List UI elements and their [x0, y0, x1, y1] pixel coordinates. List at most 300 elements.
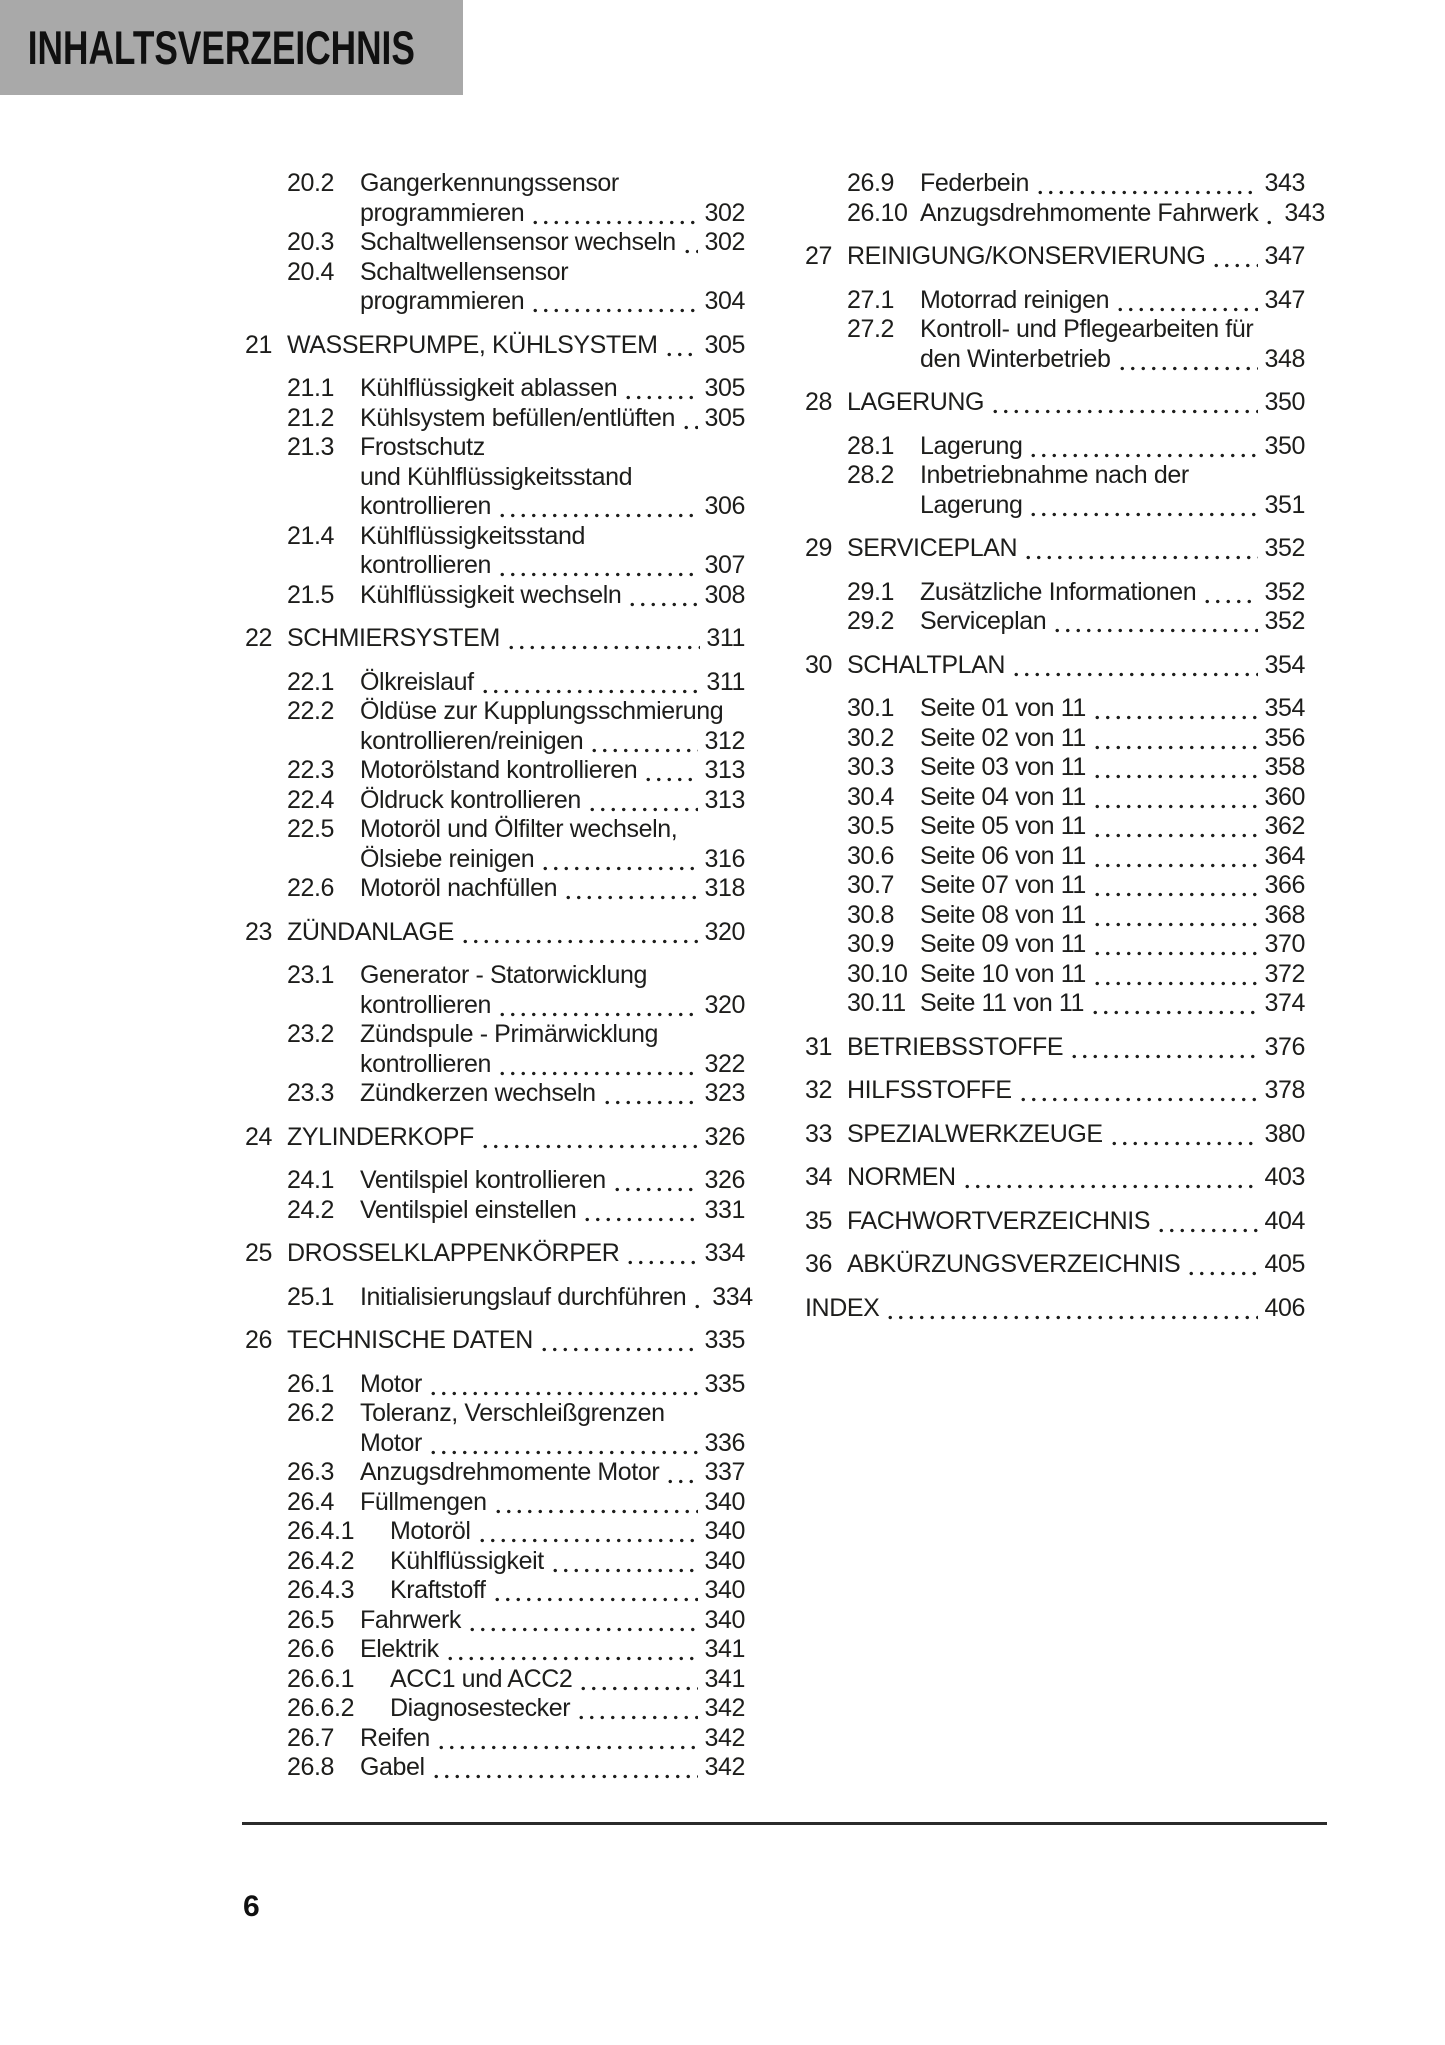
toc-entry-body	[360, 961, 745, 1020]
toc-entry-line	[920, 930, 1305, 960]
toc-entry-line	[360, 1606, 745, 1636]
dot-leader	[681, 425, 698, 430]
toc-chapter-entry	[805, 534, 1305, 564]
dot-leader	[625, 1260, 698, 1265]
toc-entry-title: SERVICEPLAN	[847, 534, 1018, 562]
dot-leader	[550, 1568, 699, 1573]
toc-entry-page-number: 360	[1264, 782, 1305, 811]
dot-leader	[1069, 1054, 1258, 1059]
toc-entry-body	[847, 1250, 1305, 1280]
toc-entry-body	[360, 522, 745, 581]
dot-leader	[602, 1100, 699, 1105]
toc-entry-title: ZÜNDANLAGE	[287, 917, 454, 946]
toc-entry-body	[847, 534, 1305, 564]
dot-leader	[1090, 1010, 1258, 1015]
toc-entry-title: FACHWORTVERZEICHNIS	[847, 1206, 1151, 1235]
toc-entry-body	[360, 1166, 745, 1196]
toc-entry-number: 30.2	[847, 723, 895, 752]
toc-entry-line	[920, 432, 1305, 462]
toc-entry-title: Zündspule - Primärwicklung	[360, 1020, 659, 1048]
toc-entry-body	[390, 1517, 745, 1547]
toc-entry-page-number: 354	[1264, 650, 1305, 679]
toc-entry-line	[920, 198, 1325, 229]
toc-entry-body	[847, 1207, 1305, 1237]
toc-entry-body	[847, 1033, 1305, 1063]
toc-entry-line	[360, 1282, 753, 1313]
toc-entry-line	[360, 1370, 745, 1400]
toc-entry-body	[360, 697, 745, 756]
toc-entry-body	[360, 1020, 745, 1079]
toc-entry-line	[287, 624, 745, 654]
toc-entry	[245, 1665, 745, 1695]
toc-entry	[245, 1079, 745, 1109]
dot-leader	[506, 645, 700, 650]
toc-chapter-entry	[805, 1120, 1305, 1150]
toc-entry	[245, 374, 745, 404]
toc-chapter-entry	[245, 918, 745, 948]
toc-entry-title: Kühlflüssigkeit wechseln	[360, 580, 622, 609]
toc-entry	[805, 812, 1305, 842]
dot-leader	[1202, 599, 1258, 604]
toc-entry-line	[390, 1694, 745, 1724]
toc-entry-page-number: 358	[1264, 753, 1305, 781]
toc-entry-page-number: 340	[704, 1605, 745, 1634]
toc-entry-line	[920, 724, 1305, 754]
toc-entry-number: 21.1	[287, 374, 335, 402]
toc-entry-page-number: 316	[704, 844, 745, 873]
toc-entry-title: Elektrik	[360, 1635, 439, 1663]
toc-entry-title: LAGERUNG	[847, 388, 985, 416]
toc-entry-title: ACC1 und ACC2	[390, 1664, 573, 1693]
toc-entry-body	[360, 1753, 745, 1783]
toc-entry-line	[390, 1547, 745, 1577]
dot-leader	[1092, 922, 1259, 927]
toc-entry-number: 21	[245, 330, 273, 359]
dot-leader	[643, 777, 698, 782]
toc-entry-line	[360, 492, 745, 522]
toc-entry-line	[360, 786, 745, 816]
toc-entry-line	[360, 1079, 745, 1109]
toc-entry-line	[360, 1753, 745, 1783]
toc-entry-number: 30.10	[847, 959, 908, 988]
toc-entry-line	[847, 1076, 1305, 1106]
toc-entry-number: 26.4	[287, 1487, 335, 1516]
toc-entry-title: SPEZIALWERKZEUGE	[847, 1119, 1103, 1148]
toc-entry-line	[360, 1458, 745, 1488]
toc-entry-page-number: 334	[712, 1282, 753, 1311]
toc-entry-number: 22.5	[287, 815, 335, 843]
dot-leader	[962, 1184, 1259, 1189]
toc-entry-body	[920, 871, 1305, 901]
toc-entry-title: REINIGUNG/KONSERVIERUNG	[847, 242, 1206, 270]
dot-leader	[1018, 1097, 1259, 1102]
toc-entry-body	[360, 874, 745, 904]
toc-entry	[245, 1576, 745, 1606]
toc-entry	[245, 1166, 745, 1196]
toc-entry-number: 26.8	[287, 1753, 335, 1781]
toc-entry	[805, 871, 1305, 901]
dot-leader	[682, 249, 699, 254]
toc-column-left	[245, 169, 753, 1783]
toc-entry-number: 23.1	[287, 961, 335, 989]
toc-entry-title: Seite 02 von 11	[920, 723, 1086, 752]
dot-leader	[493, 1509, 699, 1514]
toc-entry-page-number: 302	[704, 228, 745, 256]
toc-entry-line	[360, 668, 745, 698]
toc-entry-page-number: 302	[704, 198, 745, 227]
toc-column-right	[805, 169, 1325, 1337]
toc-entry-number: 20.4	[287, 257, 335, 286]
toc-entry-page-number: 335	[704, 1326, 745, 1354]
toc-entry-title: Motoröl	[390, 1517, 471, 1545]
dot-leader	[467, 1627, 698, 1632]
dot-leader	[589, 748, 698, 753]
toc-entry-title: TECHNISCHE DATEN	[287, 1326, 533, 1354]
dot-leader	[665, 1479, 698, 1484]
toc-entry-line	[920, 753, 1305, 783]
toc-entry-number: 35	[805, 1206, 833, 1235]
toc-entry-page-number: 343	[1264, 169, 1305, 197]
toc-entry-title: BETRIEBSSTOFFE	[847, 1032, 1064, 1061]
toc-entry-title: programmieren	[360, 198, 525, 227]
dot-leader	[587, 807, 699, 812]
toc-entry-page-number: 343	[1284, 198, 1325, 227]
toc-entry-page-number: 372	[1264, 959, 1305, 988]
toc-entry-title: Seite 01 von 11	[920, 694, 1086, 722]
toc-entry-body	[920, 461, 1305, 520]
toc-entry-title: kontrollieren	[360, 990, 491, 1019]
toc-entry	[245, 581, 745, 611]
toc-entry	[245, 756, 745, 786]
toc-entry-page-number: 335	[704, 1369, 745, 1398]
dot-leader	[1092, 774, 1259, 779]
toc-entry-title: Seite 05 von 11	[920, 812, 1086, 840]
toc-entry-page-number: 340	[704, 1517, 745, 1545]
toc-entry-line	[390, 1576, 745, 1606]
toc-entry-body	[390, 1694, 745, 1724]
toc-entry-line	[287, 918, 745, 948]
toc-entry-page-number: 322	[704, 1049, 745, 1078]
toc-entry-title: Inbetriebnahme nach der	[920, 461, 1189, 489]
toc-entry	[805, 169, 1305, 199]
toc-entry-line	[390, 1665, 745, 1695]
toc-entry-page-number: 308	[704, 580, 745, 609]
page-number: 6	[243, 1890, 260, 1923]
toc-entry-page-number: 403	[1264, 1163, 1305, 1191]
dot-leader	[623, 395, 698, 400]
toc-entry	[245, 1694, 745, 1724]
toc-chapter-entry	[245, 1326, 745, 1356]
toc-entry-page-number: 352	[1264, 534, 1305, 562]
toc-entry-number: 21.4	[287, 521, 335, 550]
toc-entry	[245, 522, 745, 581]
toc-entry-page-number: 305	[704, 330, 745, 359]
toc-entry	[805, 842, 1305, 872]
toc-entry-line	[847, 651, 1305, 681]
toc-entry-page-number: 347	[1264, 242, 1305, 270]
dot-leader	[530, 308, 698, 313]
toc-entry-number: 29.2	[847, 607, 895, 635]
toc-entry-line	[847, 1163, 1305, 1193]
toc-entry-page-number: 354	[1264, 694, 1305, 722]
toc-entry-line	[920, 169, 1305, 199]
toc-entry-body	[847, 1120, 1305, 1150]
toc-entry-line	[847, 242, 1305, 272]
toc-entry-line	[920, 901, 1305, 931]
toc-entry	[805, 607, 1305, 637]
dot-leader	[582, 1217, 698, 1222]
toc-entry-number: 27.1	[847, 285, 895, 314]
toc-entry-page-number: 366	[1264, 871, 1305, 899]
toc-entry-page-number: 312	[704, 726, 745, 755]
toc-entry-number: 22.4	[287, 785, 335, 814]
toc-entry-line	[920, 345, 1305, 375]
toc-entry-number: 21.3	[287, 433, 335, 461]
toc-entry-page-number: 306	[704, 492, 745, 520]
toc-entry-number: 20.3	[287, 228, 335, 256]
toc-entry-body	[360, 1458, 745, 1488]
toc-entry-number: 26.10	[847, 198, 908, 227]
toc-entry-body	[920, 960, 1305, 990]
toc-entry-title: Seite 07 von 11	[920, 871, 1086, 899]
toc-entry-number: 26.3	[287, 1458, 335, 1486]
toc-entry-line	[390, 1517, 745, 1547]
toc-entry	[805, 461, 1305, 520]
toc-entry-title: Gabel	[360, 1753, 425, 1781]
toc-entry-number: 28	[805, 388, 833, 416]
toc-entry-number: 26.2	[287, 1399, 335, 1427]
toc-entry-title: Motor	[360, 1428, 422, 1457]
toc-entry-line	[920, 578, 1305, 608]
toc-entry-number: 29.1	[847, 577, 895, 606]
toc-entry	[245, 1547, 745, 1577]
toc-entry-title: Kontroll- und Pflegearbeiten für	[920, 315, 1254, 343]
toc-entry-number: 26.5	[287, 1605, 335, 1634]
toc-entry	[805, 198, 1325, 229]
toc-entry-line	[920, 812, 1305, 842]
toc-entry-page-number: 320	[704, 917, 745, 946]
dot-leader	[1092, 981, 1259, 986]
toc-entry-title: Seite 06 von 11	[920, 841, 1086, 870]
toc-entry-line	[360, 991, 745, 1021]
toc-entry-body	[847, 388, 1305, 418]
toc-entry-title: Federbein	[920, 169, 1029, 197]
toc-entry-body	[920, 169, 1305, 199]
toc-entry-title: Gangerkennungssensor	[360, 169, 619, 197]
toc-entry-title: und Kühlflüssigkeitsstand	[360, 462, 633, 491]
toc-entry-title: NORMEN	[847, 1163, 956, 1191]
dot-leader	[1109, 1141, 1259, 1146]
toc-entry-page-number: 304	[704, 287, 745, 315]
dot-leader	[445, 1656, 699, 1661]
toc-entry-title: Kraftstoff	[390, 1576, 486, 1604]
toc-entry-title: kontrollieren	[360, 1049, 491, 1078]
dot-leader	[492, 1597, 699, 1602]
toc-entry-page-number: 342	[704, 1723, 745, 1752]
toc-entry-title: DROSSELKLAPPENKÖRPER	[287, 1239, 620, 1267]
dot-leader	[990, 409, 1258, 414]
toc-entry-line	[360, 404, 745, 434]
toc-entry-number: 26.6.1	[287, 1664, 355, 1693]
toc-entry-page-number: 307	[704, 551, 745, 579]
toc-entry-number: 24.1	[287, 1166, 335, 1194]
toc-entry-page-number: 356	[1264, 723, 1305, 752]
toc-entry	[805, 783, 1305, 813]
toc-entry-body	[360, 228, 745, 258]
toc-entry-line	[920, 607, 1305, 637]
toc-entry	[805, 432, 1305, 462]
dot-leader	[1028, 512, 1258, 517]
toc-entry-title: Schaltwellensensor	[360, 257, 569, 286]
dot-leader	[480, 689, 701, 694]
toc-entry-title: INDEX	[805, 1293, 880, 1322]
toc-entry	[805, 901, 1305, 931]
toc-entry-line	[360, 1429, 745, 1459]
dot-leader	[1092, 804, 1259, 809]
toc-entry-title: Motorölstand kontrollieren	[360, 756, 638, 784]
toc-chapter-entry	[805, 1163, 1305, 1193]
footer-divider	[242, 1822, 1327, 1825]
toc-entry-body	[287, 1326, 745, 1356]
toc-entry-number: 22.2	[287, 697, 335, 725]
toc-entry-page-number: 337	[704, 1458, 745, 1486]
dot-leader	[1092, 951, 1259, 956]
toc-entry	[245, 1488, 745, 1518]
toc-entry-page-number: 341	[704, 1664, 745, 1693]
toc-entry-line	[360, 228, 745, 258]
dot-leader	[1035, 190, 1259, 195]
toc-entry-title: SCHMIERSYSTEM	[287, 624, 500, 652]
toc-entry-line	[360, 287, 745, 317]
toc-entry-body	[360, 433, 745, 522]
toc-entry-number: 30.3	[847, 753, 895, 781]
toc-entry-line	[360, 1635, 745, 1665]
toc-entry-title: Seite 08 von 11	[920, 900, 1086, 929]
toc-entry-number: 26	[245, 1326, 273, 1354]
toc-entry-line	[360, 1488, 745, 1518]
toc-entry	[805, 960, 1305, 990]
toc-chapter-entry	[245, 331, 745, 361]
toc-entry-body	[920, 315, 1305, 374]
toc-entry	[245, 1517, 745, 1547]
toc-entry-title: Füllmengen	[360, 1487, 487, 1516]
toc-entry-body	[360, 1635, 745, 1665]
toc-entry-number: 24.2	[287, 1195, 335, 1224]
toc-entry	[245, 1196, 745, 1226]
dot-leader	[497, 572, 699, 577]
toc-entry-body	[360, 1724, 745, 1754]
toc-entry-page-number: 313	[704, 785, 745, 814]
toc-entry-body	[360, 1399, 745, 1458]
toc-entry-number: 32	[805, 1076, 833, 1104]
toc-entry-title: Diagnosestecker	[390, 1694, 571, 1722]
toc-entry-title: Seite 09 von 11	[920, 930, 1086, 958]
toc-entry-number: 26.1	[287, 1369, 335, 1398]
toc-entry-title: Ölkreislauf	[360, 667, 474, 696]
toc-entry-number: 26.6.2	[287, 1694, 355, 1722]
toc-entry	[245, 228, 745, 258]
toc-entry	[245, 1606, 745, 1636]
toc-entry-body	[920, 842, 1305, 872]
dot-leader	[431, 1774, 699, 1779]
toc-entry-line	[920, 842, 1305, 872]
toc-entry-title: ZYLINDERKOPF	[287, 1122, 474, 1151]
toc-chapter-entry	[805, 1294, 1305, 1324]
dot-leader	[477, 1538, 699, 1543]
toc-chapter-entry	[245, 1239, 745, 1269]
toc-entry-line	[920, 871, 1305, 901]
dot-leader	[497, 513, 699, 518]
dot-leader	[692, 1304, 706, 1309]
toc-entry-page-number: 348	[1264, 344, 1305, 373]
toc-entry-page-number: 311	[706, 667, 745, 696]
toc-entry-title: Kühlflüssigkeit	[390, 1546, 544, 1575]
toc-entry-page-number: 378	[1264, 1076, 1305, 1104]
page-header-bar	[0, 0, 463, 95]
toc-entry	[245, 404, 745, 434]
toc-entry-title: kontrollieren	[360, 551, 491, 579]
toc-entry-body	[360, 1370, 745, 1400]
toc-entry-title: kontrollieren	[360, 492, 491, 520]
toc-entry-body	[920, 432, 1305, 462]
toc-chapter-entry	[805, 1250, 1305, 1280]
toc-entry-page-number: 323	[704, 1079, 745, 1107]
toc-entry-body	[920, 578, 1305, 608]
dot-leader	[1186, 1271, 1258, 1276]
toc-entry-body	[360, 258, 745, 317]
dot-leader	[497, 1012, 699, 1017]
dot-leader	[885, 1315, 1258, 1320]
toc-entry-body	[360, 815, 745, 874]
toc-entry-body	[390, 1547, 745, 1577]
toc-entry-title: programmieren	[360, 287, 525, 315]
toc-entry-line	[287, 331, 745, 361]
dot-leader	[612, 1187, 699, 1192]
toc-entry-body	[920, 286, 1305, 316]
toc-entry-page-number: 405	[1264, 1250, 1305, 1278]
toc-entry-page-number: 406	[1264, 1293, 1305, 1322]
toc-entry	[245, 258, 745, 317]
toc-entry-number: 28.1	[847, 431, 895, 460]
toc-entry-body	[360, 374, 745, 404]
toc-entry-number: 26.4.1	[287, 1517, 355, 1545]
toc-entry-body	[920, 901, 1305, 931]
toc-entry-title: Motor	[360, 1369, 422, 1398]
toc-entry-page-number: 404	[1264, 1206, 1305, 1235]
toc-entry	[805, 694, 1305, 724]
toc-entry-body	[920, 753, 1305, 783]
toc-entry-number: 26.7	[287, 1723, 335, 1752]
toc-entry	[805, 930, 1305, 960]
toc-entry-line	[847, 1120, 1305, 1150]
toc-entry-title: Frostschutz	[360, 433, 485, 461]
dot-leader	[1211, 263, 1258, 268]
toc-entry-body	[390, 1665, 745, 1695]
toc-chapter-entry	[805, 388, 1305, 418]
toc-entry-number: 22.3	[287, 756, 335, 784]
toc-entry-title: Ölsiebe reinigen	[360, 844, 535, 873]
toc-entry-number: 30.4	[847, 782, 895, 811]
toc-entry-page-number: 342	[704, 1694, 745, 1722]
toc-entry-title: Öldüse zur Kupplungsschmierung	[360, 697, 724, 725]
toc-entry-line	[920, 783, 1305, 813]
toc-entry-body	[287, 624, 745, 654]
toc-entry	[805, 286, 1305, 316]
toc-entry-body	[360, 404, 745, 434]
toc-entry-title: Lagerung	[920, 431, 1023, 460]
toc-entry-body	[287, 331, 745, 361]
toc-entry-line	[360, 1724, 745, 1754]
